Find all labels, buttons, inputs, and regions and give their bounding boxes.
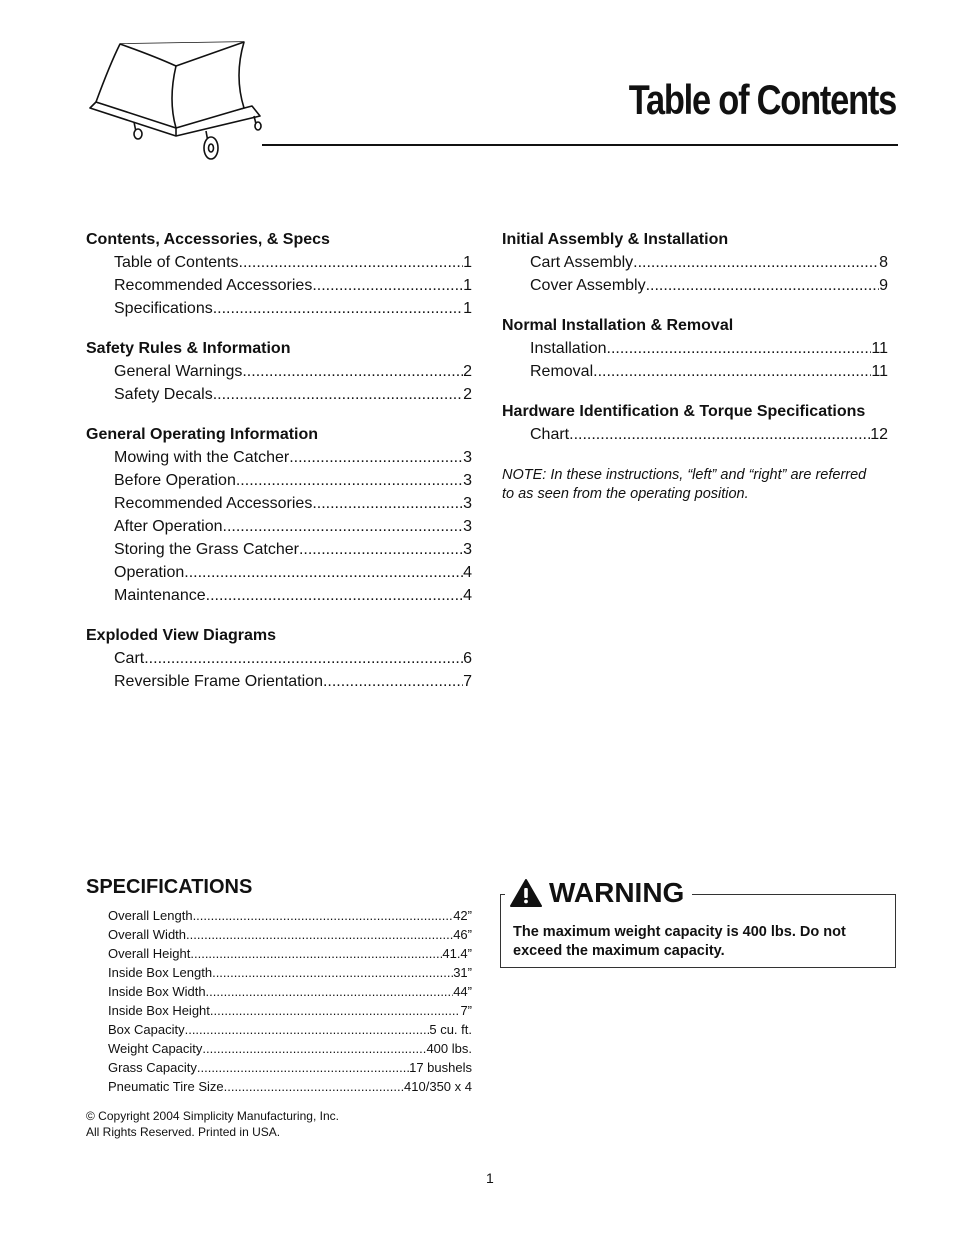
toc-entry-page: 3 — [463, 495, 472, 512]
toc-entry[interactable] — [114, 492, 472, 515]
title-rule — [262, 144, 898, 146]
dot-leader — [289, 446, 463, 469]
dot-leader — [184, 561, 463, 584]
toc-entry[interactable] — [114, 383, 472, 406]
copyright-line: © Copyright 2004 Simplicity Manufacturing, Inc. — [86, 1109, 339, 1123]
toc-section — [86, 228, 472, 320]
toc-entry-page: 3 — [463, 541, 472, 558]
toc-entry[interactable] — [114, 538, 472, 561]
specifications-heading: SPECIFICATIONS — [86, 876, 253, 898]
dot-leader — [633, 251, 879, 274]
dot-leader — [223, 515, 464, 538]
toc-entry-label: Recommended Accessories — [114, 495, 313, 512]
toc-entry-page: 8 — [879, 254, 888, 271]
toc-entry-page: 7 — [463, 673, 472, 690]
toc-section-title: Normal Installation & Removal — [502, 317, 734, 334]
toc-entry[interactable] — [530, 423, 888, 446]
toc-entry[interactable] — [114, 469, 472, 492]
spec-label: Overall Width — [108, 927, 187, 942]
warning-title: WARNING — [549, 877, 685, 908]
toc-entry[interactable] — [114, 515, 472, 538]
toc-entry[interactable] — [114, 360, 472, 383]
spec-value: 400 lbs. — [426, 1041, 472, 1056]
toc-entry-label: Cart — [114, 650, 145, 667]
spec-label: Weight Capacity — [108, 1041, 203, 1056]
dot-leader — [312, 492, 463, 515]
specifications-section — [86, 874, 472, 1096]
toc-entry-label: Before Operation — [114, 472, 236, 489]
toc-entry-page: 4 — [463, 564, 472, 581]
toc-entry-page: 3 — [463, 518, 472, 535]
dot-leader — [323, 670, 463, 693]
toc-entry-label: Safety Decals — [114, 386, 213, 403]
toc-entry[interactable] — [114, 274, 472, 297]
toc-entry-label: General Warnings — [114, 363, 243, 380]
spec-row — [108, 944, 472, 963]
spec-row — [108, 963, 472, 982]
toc-entry-label: Mowing with the Catcher — [114, 449, 290, 466]
spec-label: Box Capacity — [108, 1022, 185, 1037]
spec-label: Overall Length — [108, 908, 193, 923]
toc-right-column — [502, 228, 888, 504]
dot-leader — [197, 1058, 409, 1077]
copyright-notice — [86, 1108, 339, 1140]
spec-value: 42” — [453, 908, 472, 923]
toc-entry-label: Cart Assembly — [530, 254, 634, 271]
toc-entry-page: 3 — [463, 472, 472, 489]
toc-entry-label: Reversible Frame Orientation — [114, 673, 323, 690]
spec-value: 31” — [453, 965, 472, 980]
toc-entry[interactable] — [114, 584, 472, 607]
toc-section — [86, 337, 472, 406]
toc-entry-label: Specifications — [114, 300, 213, 317]
dot-leader — [206, 584, 463, 607]
toc-entry-label: Maintenance — [114, 587, 206, 604]
toc-section-title: Hardware Identification & Torque Specifications — [502, 403, 866, 420]
page-title: Table of Contents — [628, 76, 896, 123]
toc-entry-label: Storing the Grass Catcher — [114, 541, 299, 558]
dot-leader — [190, 944, 442, 963]
dot-leader — [213, 383, 463, 406]
toc-entry-label: Operation — [114, 564, 185, 581]
spec-row — [108, 1077, 472, 1096]
dot-leader — [213, 297, 463, 320]
spec-value: 41.4” — [442, 946, 472, 961]
orientation-note: NOTE: In these instructions, “left” and “right” are referred to as seen from the operating position. — [502, 467, 867, 502]
dot-leader — [299, 538, 463, 561]
dot-leader — [607, 337, 872, 360]
toc-entry-page: 2 — [463, 363, 472, 380]
toc-entry-page: 1 — [463, 277, 472, 294]
toc-section-title: General Operating Information — [86, 426, 319, 443]
spec-label: Inside Box Width — [108, 984, 206, 999]
spec-row — [108, 906, 472, 925]
toc-entry-label: Installation — [530, 340, 607, 357]
dot-leader — [212, 963, 453, 982]
spec-label: Grass Capacity — [108, 1060, 197, 1075]
toc-section-title: Exploded View Diagrams — [86, 627, 276, 644]
toc-section — [502, 228, 888, 297]
toc-entry-label: Recommended Accessories — [114, 277, 313, 294]
spec-label: Inside Box Height — [108, 1003, 210, 1018]
toc-entry[interactable] — [114, 446, 472, 469]
warning-box — [500, 877, 896, 968]
toc-entry[interactable] — [530, 337, 888, 360]
toc-entry-page: 2 — [463, 386, 472, 403]
toc-entry[interactable] — [530, 360, 888, 383]
rights-line: All Rights Reserved. Printed in USA. — [86, 1125, 281, 1139]
toc-section — [86, 423, 472, 607]
spec-row — [108, 1020, 472, 1039]
toc-section — [86, 624, 472, 693]
toc-entry-page: 6 — [463, 650, 472, 667]
toc-entry[interactable] — [114, 670, 472, 693]
spec-row — [108, 1058, 472, 1077]
dot-leader — [646, 274, 880, 297]
toc-entry-page: 1 — [463, 300, 472, 317]
spec-row — [108, 1039, 472, 1058]
toc-section — [502, 400, 888, 446]
dot-leader — [239, 251, 464, 274]
spec-row — [108, 925, 472, 944]
spec-value: 5 cu. ft. — [429, 1022, 472, 1037]
grass-catcher-cart-illustration — [84, 36, 274, 166]
toc-entry-label: After Operation — [114, 518, 223, 535]
spec-value: 17 bushels — [409, 1060, 472, 1075]
dot-leader — [569, 423, 870, 446]
toc-section-title: Safety Rules & Information — [86, 340, 291, 357]
toc-entry-page: 1 — [463, 254, 472, 271]
spec-label: Overall Height — [108, 946, 191, 961]
dot-leader — [210, 1001, 461, 1020]
dot-leader — [193, 906, 454, 925]
toc-entry-page: 9 — [879, 277, 888, 294]
dot-leader — [206, 982, 454, 1001]
dot-leader — [202, 1039, 426, 1058]
dot-leader — [312, 274, 463, 297]
spec-value: 7” — [460, 1003, 472, 1018]
toc-entry-page: 12 — [870, 426, 888, 443]
toc-entry-page: 11 — [871, 363, 888, 380]
warning-header — [505, 876, 692, 910]
toc-entry-page: 3 — [463, 449, 472, 466]
spec-label: Pneumatic Tire Size — [108, 1079, 224, 1094]
toc-entry-label: Removal — [530, 363, 594, 380]
dot-leader — [593, 360, 871, 383]
toc-entry-label: Cover Assembly — [530, 277, 646, 294]
dot-leader — [224, 1077, 404, 1096]
toc-entry[interactable] — [114, 561, 472, 584]
toc-entry-page: 4 — [463, 587, 472, 604]
toc-entry[interactable] — [530, 274, 888, 297]
dot-leader — [185, 1020, 430, 1039]
toc-section-title: Initial Assembly & Installation — [502, 231, 729, 248]
dot-leader — [144, 647, 463, 670]
spec-value: 46” — [453, 927, 472, 942]
dot-leader — [242, 360, 463, 383]
spec-value: 44” — [453, 984, 472, 999]
toc-section-title: Contents, Accessories, & Specs — [86, 231, 330, 248]
toc-entry[interactable] — [114, 647, 472, 670]
toc-entry[interactable] — [114, 251, 472, 274]
dot-leader — [236, 469, 463, 492]
toc-entry[interactable] — [114, 297, 472, 320]
toc-entry-label: Chart — [530, 426, 570, 443]
toc-entry[interactable] — [530, 251, 888, 274]
toc-entry-label: Table of Contents — [114, 254, 239, 271]
spec-value: 410/350 x 4 — [404, 1079, 472, 1094]
dot-leader — [186, 925, 453, 944]
warning-triangle-icon — [509, 878, 543, 908]
spec-row — [108, 982, 472, 1001]
spec-row — [108, 1001, 472, 1020]
spec-label: Inside Box Length — [108, 965, 213, 980]
toc-left-column — [86, 228, 472, 710]
warning-text: The maximum weight capacity is 400 lbs. Do not exceed the maximum capacity. — [513, 924, 846, 959]
page-number: 1 — [486, 1170, 494, 1186]
toc-entry-page: 11 — [871, 340, 888, 357]
toc-section — [502, 314, 888, 383]
